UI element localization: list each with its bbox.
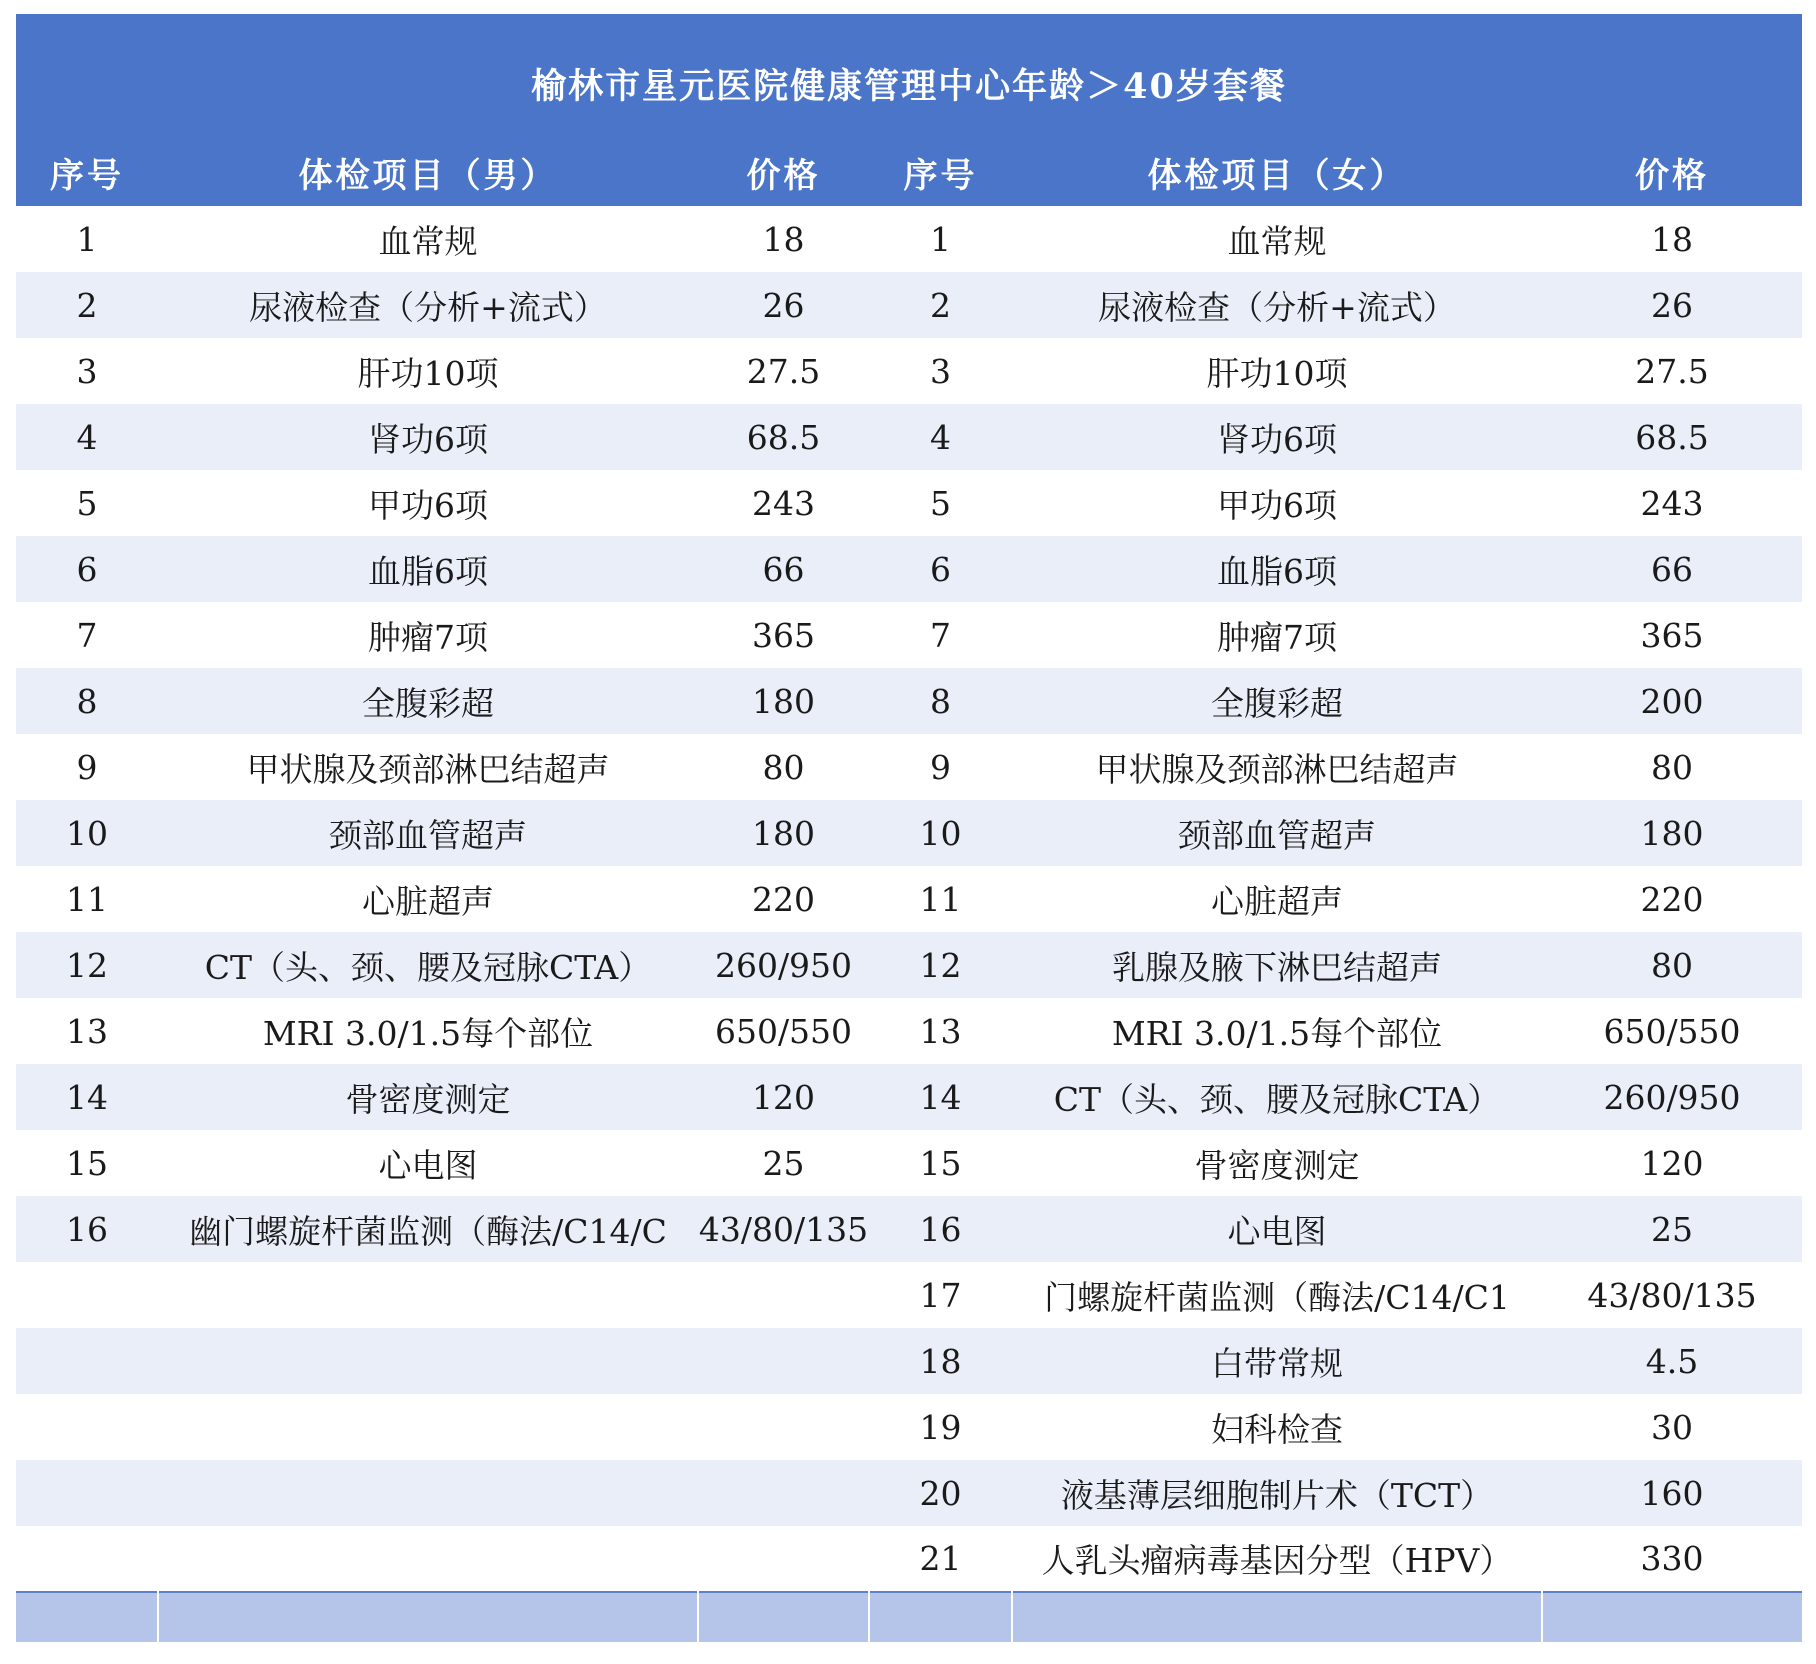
- male-price-cell-text: 120: [752, 1077, 815, 1117]
- female-price-cell: [1542, 932, 1802, 998]
- male-price-cell: [698, 602, 869, 668]
- male-price-cell: [698, 206, 869, 272]
- female-item-cell-text: 人乳头瘤病毒基因分型（HPV）: [1041, 1541, 1513, 1580]
- table-row: [16, 338, 1802, 404]
- female-price-cell: [1542, 536, 1802, 602]
- female-item-cell-text: 肝功10项: [1206, 353, 1348, 393]
- footer-cell: [869, 1592, 1012, 1642]
- male-item-cell-text: MRI 3.0/1.5每个部位: [262, 1013, 594, 1053]
- female-no-cell-text: 8: [930, 681, 951, 721]
- female-price-cell-text: 30: [1651, 1407, 1693, 1447]
- female-price-cell: [1542, 1394, 1802, 1460]
- male-price-cell: [698, 866, 869, 932]
- female-no-cell-text: 7: [930, 615, 951, 655]
- header-male-price: 价格: [746, 155, 821, 196]
- table-row: [16, 272, 1802, 338]
- male-price-cell: [698, 1526, 869, 1592]
- female-item-cell-text: 乳腺及腋下淋巴结超声: [1112, 947, 1442, 987]
- male-item-cell-text: 全腹彩超: [362, 683, 494, 723]
- female-no-cell: [869, 734, 1012, 800]
- female-no-cell: [869, 1394, 1012, 1460]
- male-price-cell: [698, 338, 869, 404]
- female-price-cell: [1542, 338, 1802, 404]
- table-row: [16, 1130, 1802, 1196]
- table-row: [16, 536, 1802, 602]
- female-no-cell-text: 10: [919, 813, 962, 853]
- male-price-cell: [698, 734, 869, 800]
- price-sheet: [16, 14, 1802, 1642]
- female-item-cell-text: 门螺旋杆菌监测（酶法/C14/C1: [1044, 1277, 1510, 1317]
- female-no-cell: [869, 470, 1012, 536]
- female-item-cell: [1012, 404, 1542, 470]
- table-body: [16, 206, 1802, 1642]
- female-no-cell: [869, 800, 1012, 866]
- female-no-cell-text: 14: [919, 1077, 962, 1117]
- female-no-cell-text: 5: [930, 483, 951, 523]
- female-no-cell-text: 9: [930, 747, 951, 787]
- footer-row: [16, 1592, 1802, 1642]
- female-item-cell-text: 甲状腺及颈部淋巴结超声: [1095, 749, 1459, 789]
- male-item-cell: [158, 338, 698, 404]
- male-price-cell: [698, 1460, 869, 1526]
- male-no-cell: [16, 1394, 158, 1460]
- male-no-cell: [16, 1460, 158, 1526]
- male-no-cell-text: 1: [76, 219, 98, 259]
- male-item-cell: [158, 998, 698, 1064]
- female-price-cell: [1542, 470, 1802, 536]
- female-price-cell: [1542, 1262, 1802, 1328]
- male-no-cell-text: 10: [66, 813, 108, 853]
- female-price-cell-text: 18: [1651, 219, 1693, 259]
- male-price-cell: [698, 404, 869, 470]
- female-item-cell-text: CT（头、颈、腰及冠脉CTA）: [1053, 1079, 1501, 1119]
- female-item-cell: [1012, 1460, 1542, 1526]
- header-female-no: 序号: [903, 155, 978, 196]
- footer-cell: [1542, 1592, 1802, 1642]
- male-no-cell-text: 8: [76, 681, 98, 721]
- female-price-cell-text: 330: [1640, 1539, 1704, 1578]
- female-price-cell: [1542, 1130, 1802, 1196]
- female-price-cell-text: 650/550: [1603, 1011, 1741, 1051]
- male-item-cell-text: 心电图: [378, 1145, 478, 1185]
- female-no-cell: [869, 602, 1012, 668]
- female-price-cell-text: 220: [1640, 879, 1704, 919]
- female-price-cell: [1542, 1526, 1802, 1592]
- female-price-cell: [1542, 668, 1802, 734]
- male-price-cell-text: 650/550: [714, 1011, 853, 1051]
- male-no-cell: [16, 1262, 158, 1328]
- female-no-cell: [869, 1262, 1012, 1328]
- male-no-cell-text: 2: [76, 285, 98, 325]
- female-price-cell-text: 43/80/135: [1587, 1275, 1757, 1315]
- female-price-cell-text: 66: [1651, 549, 1693, 589]
- male-no-cell-text: 11: [66, 879, 108, 919]
- female-item-cell-text: 血常规: [1227, 221, 1327, 261]
- male-no-cell-text: 4: [76, 417, 98, 457]
- female-no-cell: [869, 866, 1012, 932]
- female-price-cell: [1542, 1064, 1802, 1130]
- male-no-cell-text: 12: [66, 945, 108, 985]
- male-item-cell-text: 幽门螺旋杆菌监测（酶法/C14/C: [189, 1211, 667, 1251]
- male-price-cell-text: 260/950: [714, 945, 853, 985]
- female-price-cell-text: 200: [1640, 681, 1704, 721]
- male-item-cell-text: 肾功6项: [368, 419, 488, 459]
- male-no-cell-text: 14: [66, 1077, 108, 1117]
- male-price-cell: [698, 1130, 869, 1196]
- female-item-cell: [1012, 470, 1542, 536]
- female-item-cell: [1012, 1064, 1542, 1130]
- table-row: [16, 668, 1802, 734]
- male-item-cell-text: 血脂6项: [368, 551, 488, 591]
- female-item-cell-text: 肾功6项: [1217, 419, 1337, 459]
- male-no-cell: [16, 1526, 158, 1592]
- male-item-cell: [158, 1526, 698, 1592]
- female-no-cell: [869, 1196, 1012, 1262]
- female-item-cell: [1012, 1262, 1542, 1328]
- table-row: [16, 1526, 1802, 1592]
- female-item-cell: [1012, 1394, 1542, 1460]
- female-no-cell: [869, 272, 1012, 338]
- male-price-cell-text: 80: [762, 747, 805, 787]
- table-row: [16, 1460, 1802, 1526]
- male-no-cell: [16, 1196, 158, 1262]
- male-price-cell: [698, 1394, 869, 1460]
- male-no-cell-text: 9: [76, 747, 98, 787]
- header-male-no: 序号: [50, 155, 124, 196]
- male-no-cell: [16, 206, 158, 272]
- female-item-cell: [1012, 1328, 1542, 1394]
- female-item-cell: [1012, 800, 1542, 866]
- male-price-cell-text: 365: [752, 615, 815, 655]
- male-item-cell: [158, 272, 698, 338]
- female-price-cell-text: 4.5: [1645, 1341, 1699, 1381]
- female-price-cell: [1542, 800, 1802, 866]
- male-item-cell: [158, 404, 698, 470]
- table-row: [16, 602, 1802, 668]
- table-row: [16, 1328, 1802, 1394]
- table-row: [16, 1262, 1802, 1328]
- female-item-cell: [1012, 272, 1542, 338]
- female-no-cell: [869, 1130, 1012, 1196]
- female-item-cell: [1012, 206, 1542, 272]
- female-no-cell-text: 17: [919, 1275, 962, 1315]
- male-no-cell: [16, 866, 158, 932]
- female-price-cell-text: 25: [1651, 1209, 1693, 1249]
- male-price-cell: [698, 932, 869, 998]
- male-price-cell: [698, 470, 869, 536]
- female-item-cell: [1012, 998, 1542, 1064]
- male-price-cell-text: 220: [752, 879, 815, 919]
- male-item-cell-text: 甲功6项: [368, 485, 488, 525]
- female-item-cell-text: 妇科检查: [1211, 1409, 1343, 1449]
- female-price-cell-text: 160: [1640, 1473, 1704, 1513]
- male-price-cell: [698, 1196, 869, 1262]
- male-item-cell-text: 肿瘤7项: [368, 617, 488, 657]
- male-item-cell: [158, 734, 698, 800]
- male-no-cell-text: 7: [76, 615, 98, 655]
- footer-cell: [1012, 1592, 1542, 1642]
- female-item-cell-text: 液基薄层细胞制片术（TCT）: [1060, 1475, 1494, 1515]
- table-row: [16, 470, 1802, 536]
- male-price-cell-text: 25: [762, 1143, 805, 1183]
- table-row: [16, 206, 1802, 272]
- male-price-cell-text: 180: [752, 813, 815, 853]
- female-item-cell-text: 心脏超声: [1211, 881, 1343, 921]
- female-item-cell: [1012, 932, 1542, 998]
- male-no-cell: [16, 404, 158, 470]
- header-female-price: 价格: [1635, 155, 1709, 196]
- female-price-cell: [1542, 998, 1802, 1064]
- male-price-cell-text: 27.5: [746, 351, 821, 391]
- male-price-cell: [698, 800, 869, 866]
- female-no-cell: [869, 1460, 1012, 1526]
- male-no-cell: [16, 1130, 158, 1196]
- male-item-cell: [158, 1394, 698, 1460]
- female-item-cell-text: 心电图: [1227, 1211, 1327, 1251]
- table-row: [16, 1196, 1802, 1262]
- male-no-cell: [16, 668, 158, 734]
- male-item-cell: [158, 536, 698, 602]
- male-item-cell-text: 血常规: [378, 221, 478, 261]
- male-price-cell: [698, 1262, 869, 1328]
- female-no-cell-text: 15: [919, 1143, 962, 1183]
- female-price-cell-text: 243: [1640, 483, 1704, 523]
- male-no-cell: [16, 272, 158, 338]
- male-price-cell: [698, 1328, 869, 1394]
- female-price-cell-text: 68.5: [1635, 417, 1709, 457]
- male-item-cell-text: CT（头、颈、腰及冠脉CTA）: [204, 947, 652, 987]
- header-male-item: 体检项目（男）: [298, 155, 558, 196]
- female-item-cell-text: 肿瘤7项: [1217, 617, 1337, 657]
- male-no-cell: [16, 470, 158, 536]
- female-no-cell: [869, 338, 1012, 404]
- table-row: [16, 998, 1802, 1064]
- male-no-cell: [16, 998, 158, 1064]
- female-price-cell: [1542, 272, 1802, 338]
- female-price-cell-text: 260/950: [1603, 1077, 1741, 1117]
- male-item-cell-text: 骨密度测定: [345, 1079, 511, 1119]
- page-title: 榆林市星元医院健康管理中心年龄＞40岁套餐: [531, 66, 1287, 107]
- female-price-cell: [1542, 1196, 1802, 1262]
- female-item-cell: [1012, 536, 1542, 602]
- male-price-cell-text: 26: [762, 285, 805, 325]
- female-item-cell: [1012, 338, 1542, 404]
- title-bar: [16, 14, 1802, 138]
- female-price-cell-text: 27.5: [1635, 351, 1709, 391]
- female-item-cell: [1012, 866, 1542, 932]
- male-price-cell: [698, 1064, 869, 1130]
- male-item-cell-text: 甲状腺及颈部淋巴结超声: [246, 749, 610, 789]
- male-no-cell-text: 6: [76, 549, 98, 589]
- male-no-cell-text: 16: [66, 1209, 108, 1249]
- male-no-cell: [16, 932, 158, 998]
- male-no-cell: [16, 338, 158, 404]
- female-no-cell-text: 16: [919, 1209, 962, 1249]
- female-no-cell: [869, 1328, 1012, 1394]
- male-item-cell-text: 尿液检查（分析+流式）: [249, 287, 607, 327]
- male-item-cell: [158, 932, 698, 998]
- female-no-cell-text: 4: [930, 417, 951, 457]
- male-item-cell: [158, 1460, 698, 1526]
- table-row: [16, 734, 1802, 800]
- male-item-cell: [158, 800, 698, 866]
- female-item-cell: [1012, 1196, 1542, 1262]
- male-item-cell: [158, 1064, 698, 1130]
- female-no-cell-text: 3: [930, 351, 951, 391]
- female-item-cell-text: 颈部血管超声: [1178, 815, 1376, 855]
- female-no-cell-text: 18: [919, 1341, 962, 1381]
- female-no-cell: [869, 536, 1012, 602]
- female-no-cell: [869, 1526, 1012, 1592]
- male-no-cell-text: 15: [66, 1143, 108, 1183]
- female-price-cell-text: 180: [1640, 813, 1704, 853]
- table-row: [16, 404, 1802, 470]
- female-price-cell: [1542, 734, 1802, 800]
- female-price-cell: [1542, 866, 1802, 932]
- male-item-cell-text: 颈部血管超声: [329, 815, 527, 855]
- female-price-cell-text: 80: [1651, 945, 1693, 985]
- female-item-cell-text: 血脂6项: [1217, 551, 1337, 591]
- male-price-cell: [698, 536, 869, 602]
- male-no-cell: [16, 602, 158, 668]
- male-item-cell: [158, 1262, 698, 1328]
- female-price-cell: [1542, 1328, 1802, 1394]
- table-row: [16, 800, 1802, 866]
- male-item-cell: [158, 1328, 698, 1394]
- male-price-cell-text: 243: [752, 483, 815, 523]
- female-no-cell-text: 6: [930, 549, 951, 589]
- male-no-cell-text: 13: [66, 1011, 108, 1051]
- female-price-cell-text: 26: [1651, 285, 1693, 325]
- female-no-cell: [869, 1064, 1012, 1130]
- female-item-cell: [1012, 668, 1542, 734]
- female-item-cell: [1012, 1130, 1542, 1196]
- female-no-cell-text: 13: [919, 1011, 962, 1051]
- female-item-cell: [1012, 602, 1542, 668]
- female-no-cell-text: 20: [919, 1473, 962, 1513]
- table-row: [16, 1394, 1802, 1460]
- female-item-cell-text: MRI 3.0/1.5每个部位: [1111, 1013, 1443, 1053]
- male-item-cell-text: 心脏超声: [362, 881, 494, 921]
- male-no-cell-text: 3: [76, 351, 98, 391]
- male-item-cell: [158, 1130, 698, 1196]
- female-no-cell-text: 2: [930, 285, 951, 325]
- male-item-cell: [158, 470, 698, 536]
- female-no-cell: [869, 404, 1012, 470]
- male-price-cell-text: 43/80/135: [698, 1209, 869, 1249]
- male-item-cell-text: 肝功10项: [357, 353, 499, 393]
- male-price-cell-text: 66: [762, 549, 805, 589]
- table-row: [16, 932, 1802, 998]
- female-item-cell-text: 骨密度测定: [1194, 1145, 1360, 1185]
- male-price-cell-text: 18: [762, 219, 805, 259]
- female-no-cell-text: 1: [930, 219, 951, 259]
- package-table: [16, 138, 1802, 1642]
- female-no-cell: [869, 206, 1012, 272]
- female-item-cell-text: 全腹彩超: [1211, 683, 1343, 723]
- female-no-cell-text: 12: [919, 945, 962, 985]
- female-no-cell-text: 19: [919, 1407, 962, 1447]
- female-price-cell-text: 365: [1640, 615, 1704, 655]
- male-item-cell: [158, 1196, 698, 1262]
- female-item-cell: [1012, 1526, 1542, 1592]
- table-row: [16, 866, 1802, 932]
- male-price-cell: [698, 668, 869, 734]
- male-no-cell-text: 5: [76, 483, 98, 523]
- male-item-cell: [158, 668, 698, 734]
- table-row: [16, 1064, 1802, 1130]
- male-item-cell: [158, 206, 698, 272]
- female-no-cell: [869, 998, 1012, 1064]
- header-female-item: 体检项目（女）: [1147, 155, 1407, 196]
- male-price-cell-text: 68.5: [746, 417, 821, 457]
- female-no-cell-text: 21: [919, 1539, 962, 1578]
- female-item-cell-text: 尿液检查（分析+流式）: [1098, 287, 1456, 327]
- female-price-cell-text: 80: [1651, 747, 1693, 787]
- female-item-cell-text: 白带常规: [1211, 1343, 1343, 1383]
- female-item-cell-text: 甲功6项: [1217, 485, 1337, 525]
- footer-cell: [698, 1592, 869, 1642]
- female-price-cell: [1542, 404, 1802, 470]
- male-no-cell: [16, 734, 158, 800]
- footer-cell: [158, 1592, 698, 1642]
- female-price-cell: [1542, 206, 1802, 272]
- male-no-cell: [16, 1064, 158, 1130]
- header-row: [16, 138, 1802, 206]
- male-no-cell: [16, 800, 158, 866]
- female-no-cell: [869, 932, 1012, 998]
- male-price-cell-text: 180: [752, 681, 815, 721]
- footer-cell: [16, 1592, 158, 1642]
- female-price-cell: [1542, 1460, 1802, 1526]
- male-price-cell: [698, 272, 869, 338]
- female-no-cell: [869, 668, 1012, 734]
- male-no-cell: [16, 1328, 158, 1394]
- female-price-cell: [1542, 602, 1802, 668]
- male-price-cell: [698, 998, 869, 1064]
- female-item-cell: [1012, 734, 1542, 800]
- female-price-cell-text: 120: [1640, 1143, 1704, 1183]
- female-no-cell-text: 11: [919, 879, 962, 919]
- male-no-cell: [16, 536, 158, 602]
- male-item-cell: [158, 602, 698, 668]
- male-item-cell: [158, 866, 698, 932]
